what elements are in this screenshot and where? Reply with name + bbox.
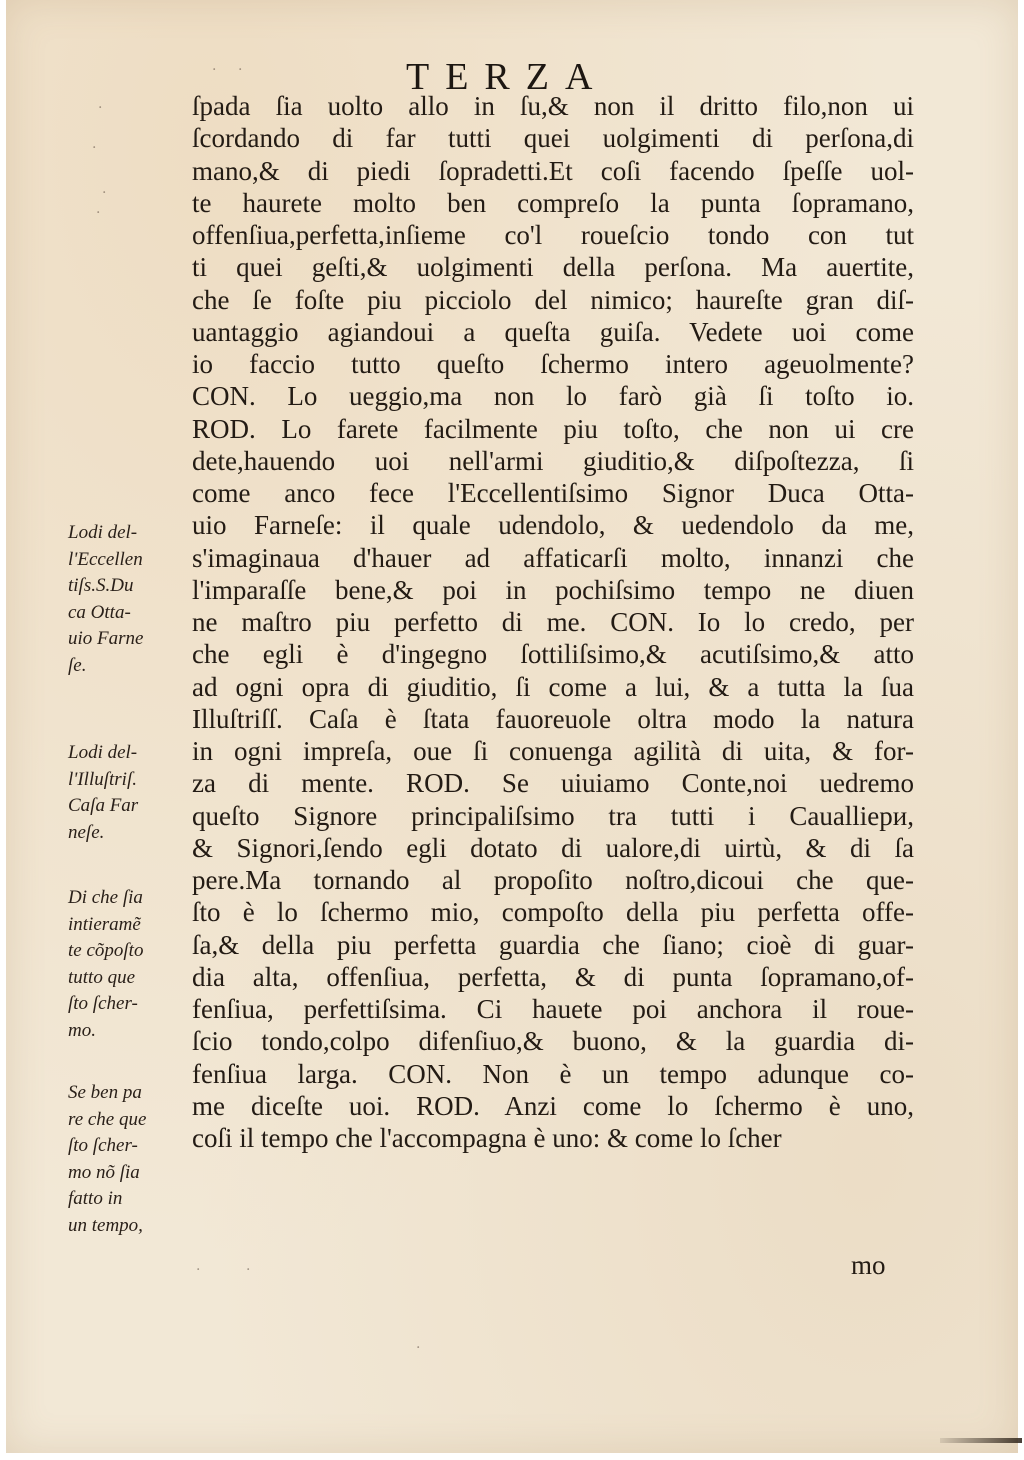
margin-note-line: mo. xyxy=(68,1019,96,1041)
text-line: fenſiua larga. CON. Non è un tempo adunque co- xyxy=(192,1058,914,1089)
margin-note-line: ca Otta- xyxy=(68,601,131,623)
text-line: queſto Signore principaliſsimo tra tutti i Caualliери, xyxy=(192,800,914,831)
margin-note-line: Se ben pa xyxy=(68,1082,142,1103)
margin-note-line: Caſa Far xyxy=(68,795,139,816)
text-line: l'imparaſſe bene,& poi in pochiſsimo tempo ne diuen xyxy=(192,574,914,605)
ink-speck: · xyxy=(92,140,97,156)
margin-note-line: ſto ſcher- xyxy=(68,993,138,1014)
margin-note-line: Di che ſia xyxy=(68,887,143,908)
margin-note-line: neſe. xyxy=(68,821,105,843)
text-line: CON. Lo ueggio,ma non lo farò già ſi toſto io. xyxy=(192,381,914,412)
margin-note-line: l'Eccellen xyxy=(68,548,143,570)
margin-note-line: fatto in xyxy=(68,1188,123,1209)
running-head: TERZA xyxy=(406,56,609,98)
text-line: Illuſtriſſ. Caſa è ſtata fauoreuole oltra modo la natura xyxy=(192,703,914,734)
margin-note-line: re che que xyxy=(68,1108,147,1130)
text-line: za di mente. ROD. Se uiuiamo Conte,noi uedremo xyxy=(192,768,914,799)
margin-note-line: ſe. xyxy=(68,654,87,676)
text-line: ne maſtro piu perfetto di me. CON. Io lo credo, per xyxy=(192,607,914,637)
text-line: te haurete molto ben compreſo la punta ſopramano, xyxy=(192,187,914,218)
margin-note-line: te cõpoſto xyxy=(68,940,144,961)
text-line: uantaggio agiandoui a queſta guiſa. Vedete uoi come xyxy=(192,316,914,347)
text-line: pere.Ma tornando al propoſito noſtro,dicoui che que- xyxy=(192,865,914,895)
text-line: che ſe foſte piu picciolo del nimico; haureſte gran diſ- xyxy=(192,284,914,315)
text-line: io faccio tutto queſto ſchermo intero ageuolmente? xyxy=(192,349,914,379)
margin-note-line: l'Illuſtriſ. xyxy=(68,768,137,790)
text-line: dia alta, offenſiua, perfetta, & di punta ſopramano,of- xyxy=(192,961,914,992)
ink-speck: · xyxy=(102,185,107,201)
text-line: ad ogni opra di giuditio, ſi come a lui, & a tutta la ſua xyxy=(192,671,914,702)
text-line: ROD. Lo farete facilmente piu toſto, che non ui cre xyxy=(192,413,914,444)
text-line: ſcordando di far tutti quei uolgimenti di perſona,di xyxy=(192,123,914,154)
ink-speck: · xyxy=(246,1262,251,1278)
ink-speck: · xyxy=(238,62,243,78)
text-line: come anco fece l'Eccellentiſsimo Signor Duca Otta- xyxy=(192,478,914,508)
text-line: me diceſte uoi. ROD. Anzi come lo ſchermo è uno, xyxy=(192,1090,914,1121)
margin-note-line: tutto que xyxy=(68,966,136,988)
margin-note-line: ſto ſcher- xyxy=(68,1135,138,1156)
margin-note xyxy=(68,740,192,846)
text-line: mano,& di piedi ſopradetti.Et coſi facendo ſpeſſe uol- xyxy=(192,155,914,186)
catchword: mo xyxy=(851,1250,886,1280)
text-line: che egli è d'ingegno ſottiliſsimo,& acutiſsimo,& atto xyxy=(192,639,914,670)
scan-edge xyxy=(940,1438,1022,1443)
margin-note-line: mo nõ ſia xyxy=(68,1161,140,1183)
text-line: coſi il tempo che l'accompagna è uno: & come lo ſcher xyxy=(192,1123,782,1153)
main-text xyxy=(192,90,914,1154)
text-line: ſcio tondo,colpo difenſiuo,& buono, & la guardia di- xyxy=(192,1026,914,1057)
text-line: ti quei geſti,& uolgimenti della perſona. Ma auertite, xyxy=(192,252,914,283)
ink-speck: · xyxy=(196,1262,201,1278)
text-line: fenſiua, perfettiſsima. Ci hauete poi anchora il roue- xyxy=(192,994,914,1024)
margin-note-line: uio Farne xyxy=(68,628,144,649)
text-line: dete,hauendo uoi nell'armi giuditio,& diſpoſtezza, ſi xyxy=(192,445,914,476)
margin-note-line: un tempo, xyxy=(68,1214,143,1236)
margin-note xyxy=(68,520,192,679)
text-line: ſpada ſia uolto allo in ſu,& non il dritto filo,non ui xyxy=(192,91,914,121)
text-line: ſto è lo ſchermo mio, compoſto della piu perfetta offe- xyxy=(192,897,914,928)
text-line: s'imaginaua d'hauer ad affaticarſi molto, innanzi che xyxy=(192,542,914,573)
margin-note xyxy=(68,1080,192,1239)
text-line: in ogni impreſa, oue ſi conuenga agilità di uita, & for- xyxy=(192,736,914,766)
margin-note-line: Lodi del- xyxy=(68,522,138,543)
margin-note-line: tiſs.S.Du xyxy=(68,575,134,596)
margin-note-line: intieramẽ xyxy=(68,913,141,935)
text-line: uio Farneſe: il quale udendolo, & uedendolo da me, xyxy=(192,510,914,541)
ink-speck: · xyxy=(416,1340,421,1356)
book-page xyxy=(6,0,1018,1453)
text-line: offenſiua,perfetta,inſieme co'l roueſcio tondo con tut xyxy=(192,220,914,250)
ink-speck: · xyxy=(212,62,217,78)
margin-note-line: Lodi del- xyxy=(68,742,138,763)
ink-speck: · xyxy=(96,205,101,221)
ink-speck: · xyxy=(98,100,103,116)
text-line: & Signori,ſendo egli dotato di ualore,di uirtù, & di ſa xyxy=(192,832,914,863)
margin-note xyxy=(68,885,192,1044)
text-line: ſa,& della piu perfetta guardia che ſiano; cioè di guar- xyxy=(192,929,914,960)
